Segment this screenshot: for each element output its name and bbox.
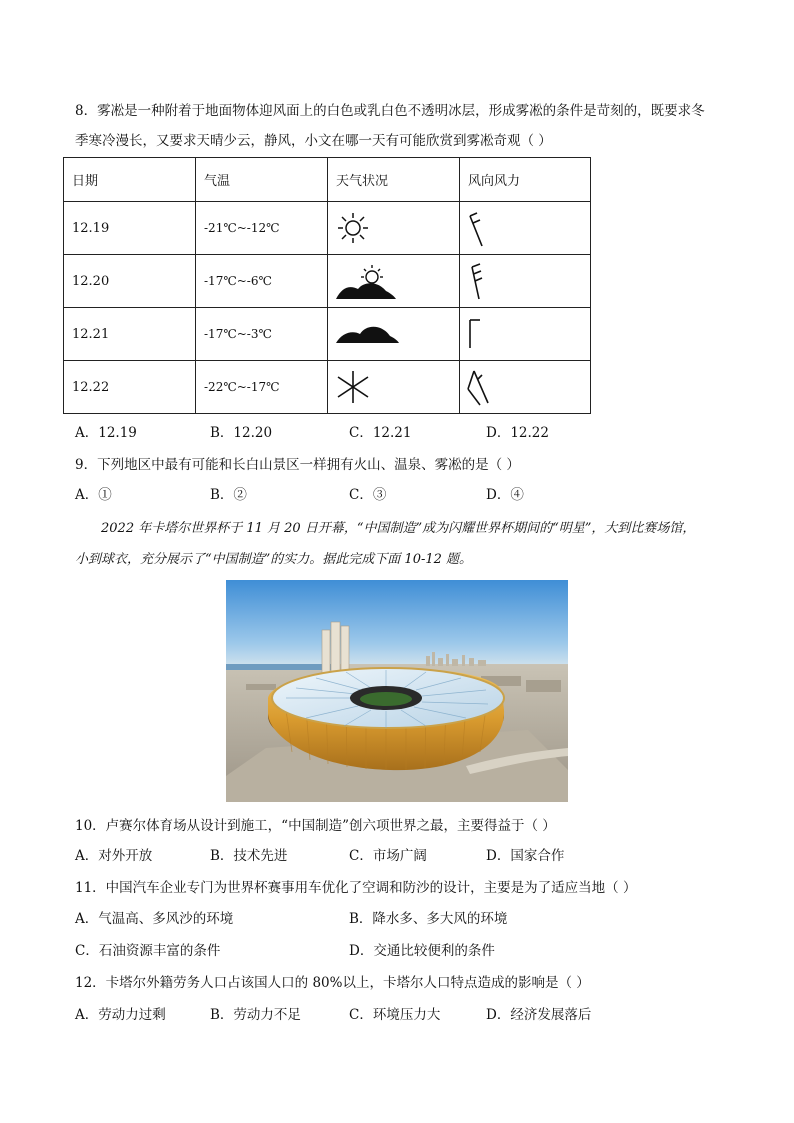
q9-option-c[interactable]: C．③ xyxy=(349,487,387,503)
q12-option-c[interactable]: C．环境压力大 xyxy=(349,1007,441,1023)
q11-option-a[interactable]: A．气温高、多风沙的环境 xyxy=(75,911,234,927)
sunny-icon xyxy=(328,202,451,254)
cell-temp: -17℃~-3℃ xyxy=(196,308,328,361)
wind-barb-3-icon xyxy=(460,255,582,307)
cell-date: 12.22 xyxy=(64,361,196,414)
table-header-row xyxy=(64,158,591,202)
q8-stem-line2: 季寒冷漫长，又要求天晴少云，静风，小文在哪一天有可能欣赏到雾凇奇观（ ） xyxy=(75,133,552,149)
q9-option-d[interactable]: D．④ xyxy=(486,487,524,503)
q9-option-a[interactable]: A．① xyxy=(75,487,112,503)
q8-option-c[interactable]: C．12.21 xyxy=(349,425,412,441)
wind-barb-2b-icon xyxy=(460,361,582,413)
q10-option-b[interactable]: B．技术先进 xyxy=(210,848,288,864)
q10-stem: 10．卢赛尔体育场从设计到施工，“中国制造”创六项世界之最，主要得益于（ ） xyxy=(75,818,556,834)
q8-stem-line1: 8．雾凇是一种附着于地面物体迎风面上的白色或乳白色不透明冰层，形成雾凇的条件是苛刻的，既要求冬 xyxy=(75,103,705,119)
header-date: 日期 xyxy=(64,158,196,202)
partly-cloudy-icon xyxy=(328,255,451,307)
header-temp: 气温 xyxy=(196,158,328,202)
table-row xyxy=(64,361,591,414)
q10-option-a[interactable]: A．对外开放 xyxy=(75,848,153,864)
cell-temp: -17℃~-6℃ xyxy=(196,255,328,308)
q9-stem: 9．下列地区中最有可能和长白山景区一样拥有火山、温泉、雾凇的是（ ） xyxy=(75,457,520,473)
passage-line2: 小到球衣，充分展示了“中国制造”的实力。据此完成下面 10-12 题。 xyxy=(75,552,473,567)
cell-temp: -22℃~-17℃ xyxy=(196,361,328,414)
table-row xyxy=(64,255,591,308)
cell-temp: -21℃~-12℃ xyxy=(196,202,328,255)
passage-line1: 2022 年卡塔尔世界杯于 11 月 20 日开幕，“中国制造”成为闪耀世界杯期间的“明星”，大到比赛场馆， xyxy=(101,521,696,536)
q12-stem: 12．卡塔尔外籍劳务人口占该国人口的 80%以上，卡塔尔人口特点造成的影响是（ ） xyxy=(75,975,590,991)
q10-option-d[interactable]: D．国家合作 xyxy=(486,848,565,864)
table-row xyxy=(64,202,591,255)
weather-table xyxy=(63,157,591,414)
wind-barb-2-icon xyxy=(460,202,582,254)
lusail-stadium-photo xyxy=(226,580,568,802)
q8-option-b[interactable]: B．12.20 xyxy=(210,425,273,441)
cell-date: 12.21 xyxy=(64,308,196,361)
q10-option-c[interactable]: C．市场广阔 xyxy=(349,848,427,864)
q11-option-d[interactable]: D．交通比较便利的条件 xyxy=(349,943,495,959)
header-wind: 风向风力 xyxy=(460,158,591,202)
q9-option-b[interactable]: B．② xyxy=(210,487,247,503)
q12-option-b[interactable]: B．劳动力不足 xyxy=(210,1007,301,1023)
wind-barb-1-icon xyxy=(460,308,582,360)
q12-option-a[interactable]: A．劳动力过剩 xyxy=(75,1007,166,1023)
cloudy-icon xyxy=(328,308,451,360)
q11-option-c[interactable]: C．石油资源丰富的条件 xyxy=(75,943,221,959)
table-row xyxy=(64,308,591,361)
snow-icon xyxy=(328,361,451,413)
q8-option-a[interactable]: A．12.19 xyxy=(75,425,137,441)
q8-option-d[interactable]: D．12.22 xyxy=(486,425,549,441)
q11-option-b[interactable]: B．降水多、多大风的环境 xyxy=(349,911,508,927)
header-weather: 天气状况 xyxy=(328,158,460,202)
q12-option-d[interactable]: D．经济发展落后 xyxy=(486,1007,592,1023)
cell-date: 12.19 xyxy=(64,202,196,255)
cell-date: 12.20 xyxy=(64,255,196,308)
q11-stem: 11．中国汽车企业专门为世界杯赛事用车优化了空调和防沙的设计，主要是为了适应当地（ ） xyxy=(75,880,637,896)
